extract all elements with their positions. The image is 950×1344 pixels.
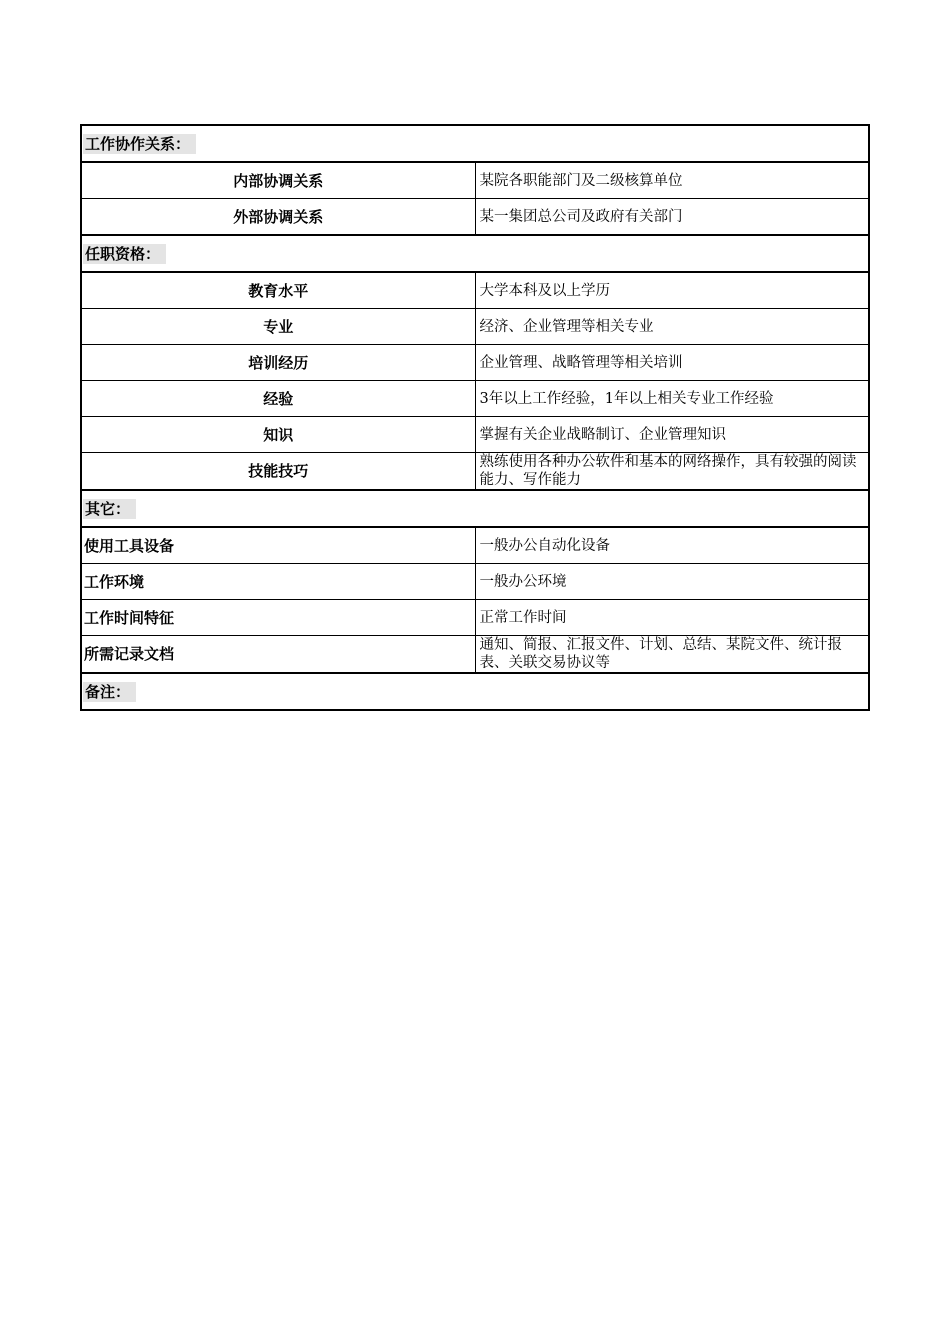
job-description-table [80,124,870,711]
row-value: 经济、企业管理等相关专业 [475,309,868,345]
row-label: 工作环境 [82,564,475,600]
row-value: 一般办公环境 [475,564,868,600]
table-row [82,636,868,674]
section-header-cooperation [82,126,868,162]
row-label: 工作时间特征 [82,600,475,636]
row-label: 知识 [82,417,475,453]
table-row [82,345,868,381]
table-row [82,527,868,564]
section-header-qualification [82,235,868,272]
row-label: 内部协调关系 [82,162,475,199]
row-value: 某院各职能部门及二级核算单位 [475,162,868,199]
row-value: 通知、简报、汇报文件、计划、总结、某院文件、统计报表、关联交易协议等 [475,636,868,674]
row-label: 培训经历 [82,345,475,381]
row-value: 熟练使用各种办公软件和基本的网络操作，具有较强的阅读能力、写作能力 [475,453,868,491]
table-row [82,162,868,199]
row-value: 3年以上工作经验，1年以上相关专业工作经验 [475,381,868,417]
row-label: 使用工具设备 [82,527,475,564]
row-label: 教育水平 [82,272,475,309]
table-row [82,309,868,345]
table-row [82,600,868,636]
section-title: 其它： [83,499,136,519]
section-header-remarks [82,673,868,709]
row-value: 掌握有关企业战略制订、企业管理知识 [475,417,868,453]
table-row [82,564,868,600]
section-title: 任职资格： [83,244,166,264]
section-title: 工作协作关系： [83,134,196,154]
row-value: 一般办公自动化设备 [475,527,868,564]
row-label: 经验 [82,381,475,417]
table-row [82,381,868,417]
row-value: 正常工作时间 [475,600,868,636]
row-value: 大学本科及以上学历 [475,272,868,309]
table-row [82,417,868,453]
row-label: 专业 [82,309,475,345]
table-row [82,453,868,491]
row-label: 外部协调关系 [82,199,475,236]
table-row [82,272,868,309]
row-value: 某一集团总公司及政府有关部门 [475,199,868,236]
row-label: 技能技巧 [82,453,475,491]
row-value: 企业管理、战略管理等相关培训 [475,345,868,381]
table-row [82,199,868,236]
section-title: 备注： [83,682,136,702]
section-header-other [82,490,868,527]
row-label: 所需记录文档 [82,636,475,674]
